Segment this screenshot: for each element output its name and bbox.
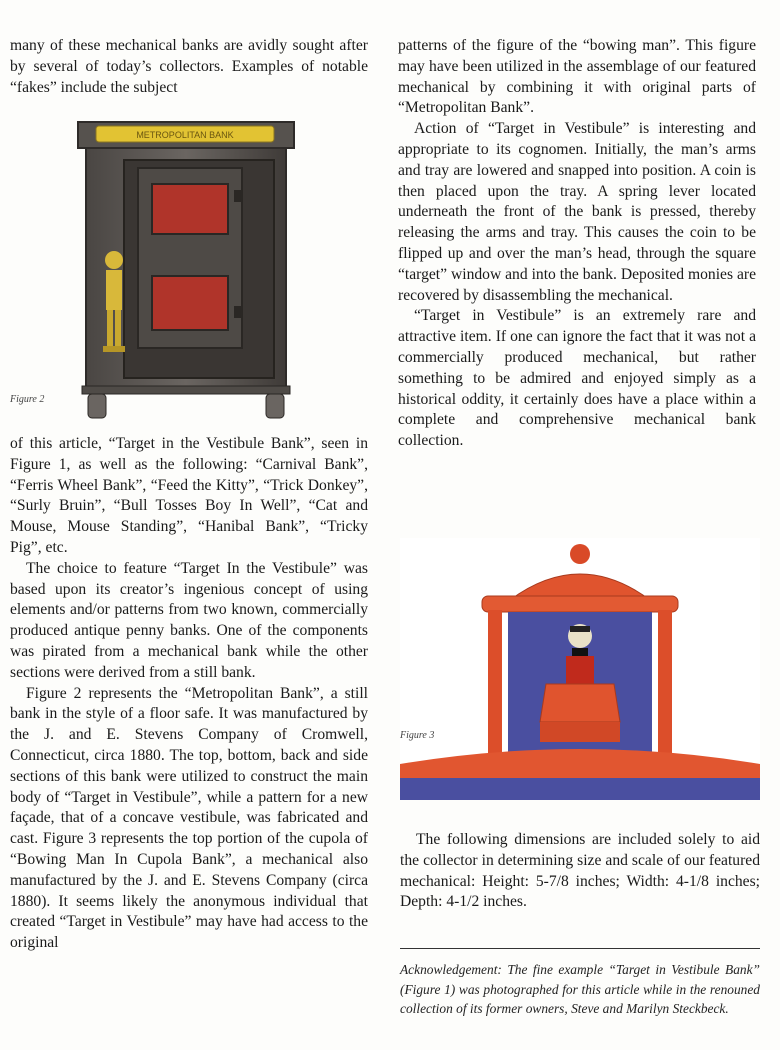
nameplate-text: METROPOLITAN BANK	[136, 130, 234, 140]
paragraph-fakes-list: of this article, “Target in the Vestibule Bank”, seen in Figure 1, as well as the following: “Carnival Bank”, “Ferris Wheel Bank”, “Feed the Kitty”, “Trick Donkey”, “Surly Bruin”, “Bull Tosses Boy In Well”, “Cat and Mouse, Mouse Standing”, “Hanibal Bank”, “Tricky Pig”, etc.	[10, 435, 368, 556]
paragraph-patterns: patterns of the figure of the “bowing man”. This figure may have been utilized in the assemblage of our featured mechanical by combining it with original parts of “Metropolitan Bank”.	[398, 37, 756, 117]
paragraph-action: Action of “Target in Vestibule” is interesting and appropriate to its cognomen. Initially, the man’s arms and tray are lowered and snapped into position. A coin is then placed upon the tray. A spring lever located underneath the front of the bank is pressed, thereby releasing the arms and tray. This causes the coin to be flipped up and over the man’s head, through the square “target” window and into the bank. Deposited monies are recovered by disassembling the mechanical.	[398, 120, 756, 304]
figure-3-caption: Figure 3	[400, 730, 435, 741]
figure-2-photo	[76, 120, 296, 420]
paragraph-choice: The choice to feature “Target In the Vestibule” was based upon its creator’s ingenious concept of using elements and/or patterns from two known, commercially produced antique penny banks. One of the components was pirated from a mechanical bank while the other sections were derived from a still bank.	[10, 559, 368, 681]
cupola-bank-image	[400, 538, 760, 800]
figure-3-photo	[400, 538, 760, 800]
right-column	[398, 36, 756, 452]
left-column-lower	[10, 434, 368, 954]
paragraph-intro: many of these mechanical banks are avidly sought after by several of today’s collectors. Examples of notable “fakes” include the subject	[10, 37, 368, 96]
paragraph-dimensions: The following dimensions are included solely to aid the collector in determining size and scale of our featured mechanical: Height: 5-7/8 inches; Width: 4-1/8 inches; Depth: 4-1/2 inches.	[400, 831, 760, 911]
paragraph-rare: “Target in Vestibule” is an extremely rare and attractive item. If one can ignore the fact that it was not a commercially produced mechanical, but rather something to be admired and enjoyed simply as a historical oddity, it certainly does have a place within a complete and comprehensive mechanical bank collection.	[398, 307, 756, 450]
acknowledgement-note: Acknowledgement: The fine example “Target in Vestibule Bank” (Figure 1) was photographed for this article while in the renouned collection of its former owners, Steve and Marilyn Steckbeck.	[400, 962, 760, 1016]
paragraph-figure-2: Figure 2 represents the “Metropolitan Bank”, a still bank in the style of a floor safe. It was manufactured by the J. and E. Stevens Company of Cromwell, Connecticut, circa 1880. The top, bottom, back and side sections of this bank were utilized to construct the main body of “Target in Vestibule”, while a pattern for a new façade, that of a concave vestibule, was fabricated and cast. Figure 3 represents the top portion of the cupola of “Bowing Man In Cupola Bank”, a mechanical also manufactured by the J. and E. Stevens Company (circa 1880). It seems likely the anonymous individual that created “Target in Vestibule” may have had access to the original	[10, 684, 368, 952]
right-column-lower	[400, 830, 760, 913]
divider-rule	[400, 948, 760, 949]
figure-2-caption: Figure 2	[10, 394, 45, 405]
metropolitan-bank-image	[76, 120, 296, 420]
left-column	[10, 36, 368, 98]
